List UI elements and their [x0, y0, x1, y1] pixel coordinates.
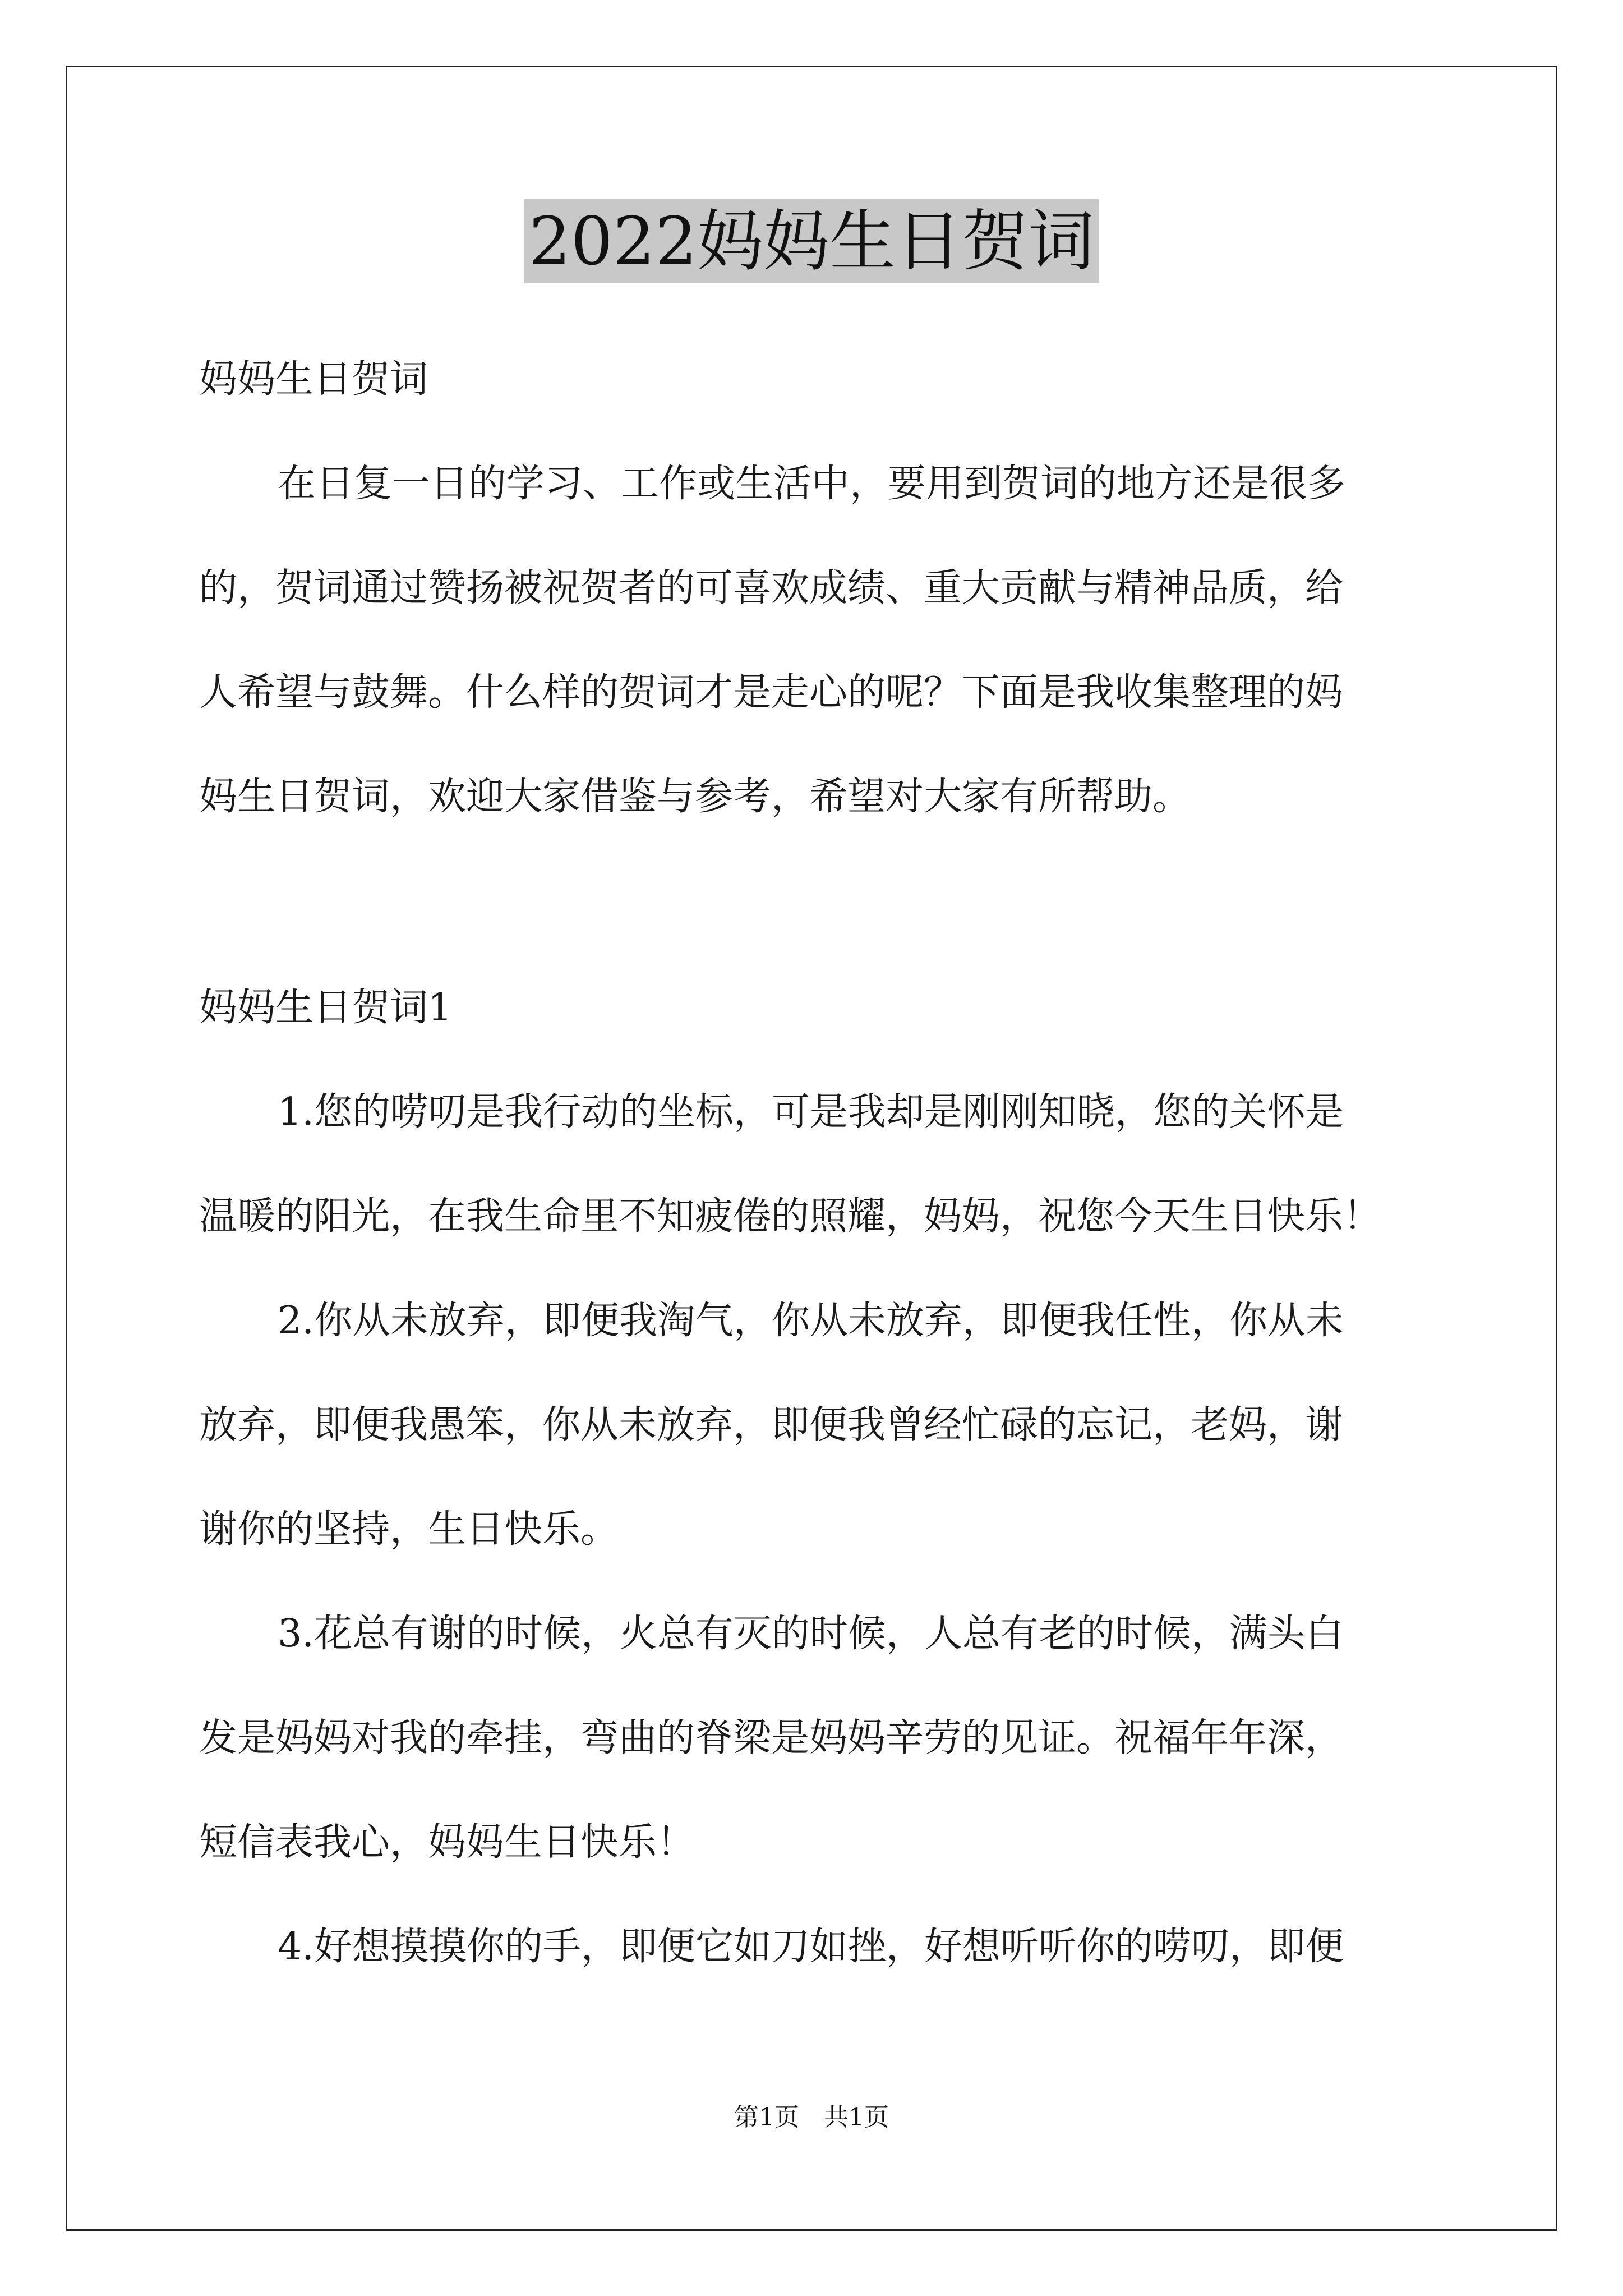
intro-line: 在日复一日的学习、工作或生活中，要用到贺词的地方还是很多	[278, 462, 1346, 506]
item-line: 放弃，即便我愚笨，你从未放弃，即便我曾经忙碌的忘记，老妈，谢	[199, 1403, 1344, 1447]
item-line: 谢你的坚持，生日快乐。	[199, 1507, 619, 1552]
list-item	[199, 1895, 1433, 1999]
intro-paragraph	[199, 432, 1433, 849]
section-heading	[199, 956, 1433, 1060]
section-1	[199, 956, 1433, 1999]
page-number: 第1页 共1页	[734, 2103, 889, 2132]
item-line: 温暖的阳光，在我生命里不知疲倦的照耀，妈妈，祝您今天生日快乐！	[199, 1194, 1382, 1239]
subtitle-text: 妈妈生日贺词	[199, 357, 428, 402]
intro-line: 妈生日贺词，欢迎大家借鉴与参考，希望对大家有所帮助。	[199, 775, 1191, 819]
title-container	[0, 199, 1623, 283]
item-line: 1.您的唠叨是我行动的坐标，可是我却是刚刚知晓，您的关怀是	[278, 1090, 1344, 1134]
list-item	[199, 1582, 1433, 1895]
intro-line: 人希望与鼓舞。什么样的贺词才是走心的呢？下面是我收集整理的妈	[199, 670, 1344, 715]
document-title: 2022妈妈生日贺词	[524, 199, 1099, 283]
page-footer	[0, 2101, 1623, 2134]
list-item	[199, 1269, 1433, 1582]
document-body	[199, 328, 1433, 849]
item-line: 3.花总有谢的时候，火总有灭的时候，人总有老的时候，满头白	[278, 1612, 1344, 1656]
item-line: 短信表我心，妈妈生日快乐！	[199, 1820, 695, 1865]
item-line: 4.好想摸摸你的手，即便它如刀如挫，好想听听你的唠叨，即便	[278, 1925, 1344, 1969]
item-line: 发是妈妈对我的牵挂，弯曲的脊梁是妈妈辛劳的见证。祝福年年深，	[199, 1716, 1344, 1760]
intro-line: 的，贺词通过赞扬被祝贺者的可喜欢成绩、重大贡献与精神品质，给	[199, 566, 1344, 610]
subtitle	[199, 328, 1433, 432]
list-item	[199, 1060, 1433, 1269]
section-heading-text: 妈妈生日贺词1	[199, 986, 453, 1030]
item-line: 2.你从未放弃，即便我淘气，你从未放弃，即便我任性，你从未	[278, 1299, 1344, 1343]
